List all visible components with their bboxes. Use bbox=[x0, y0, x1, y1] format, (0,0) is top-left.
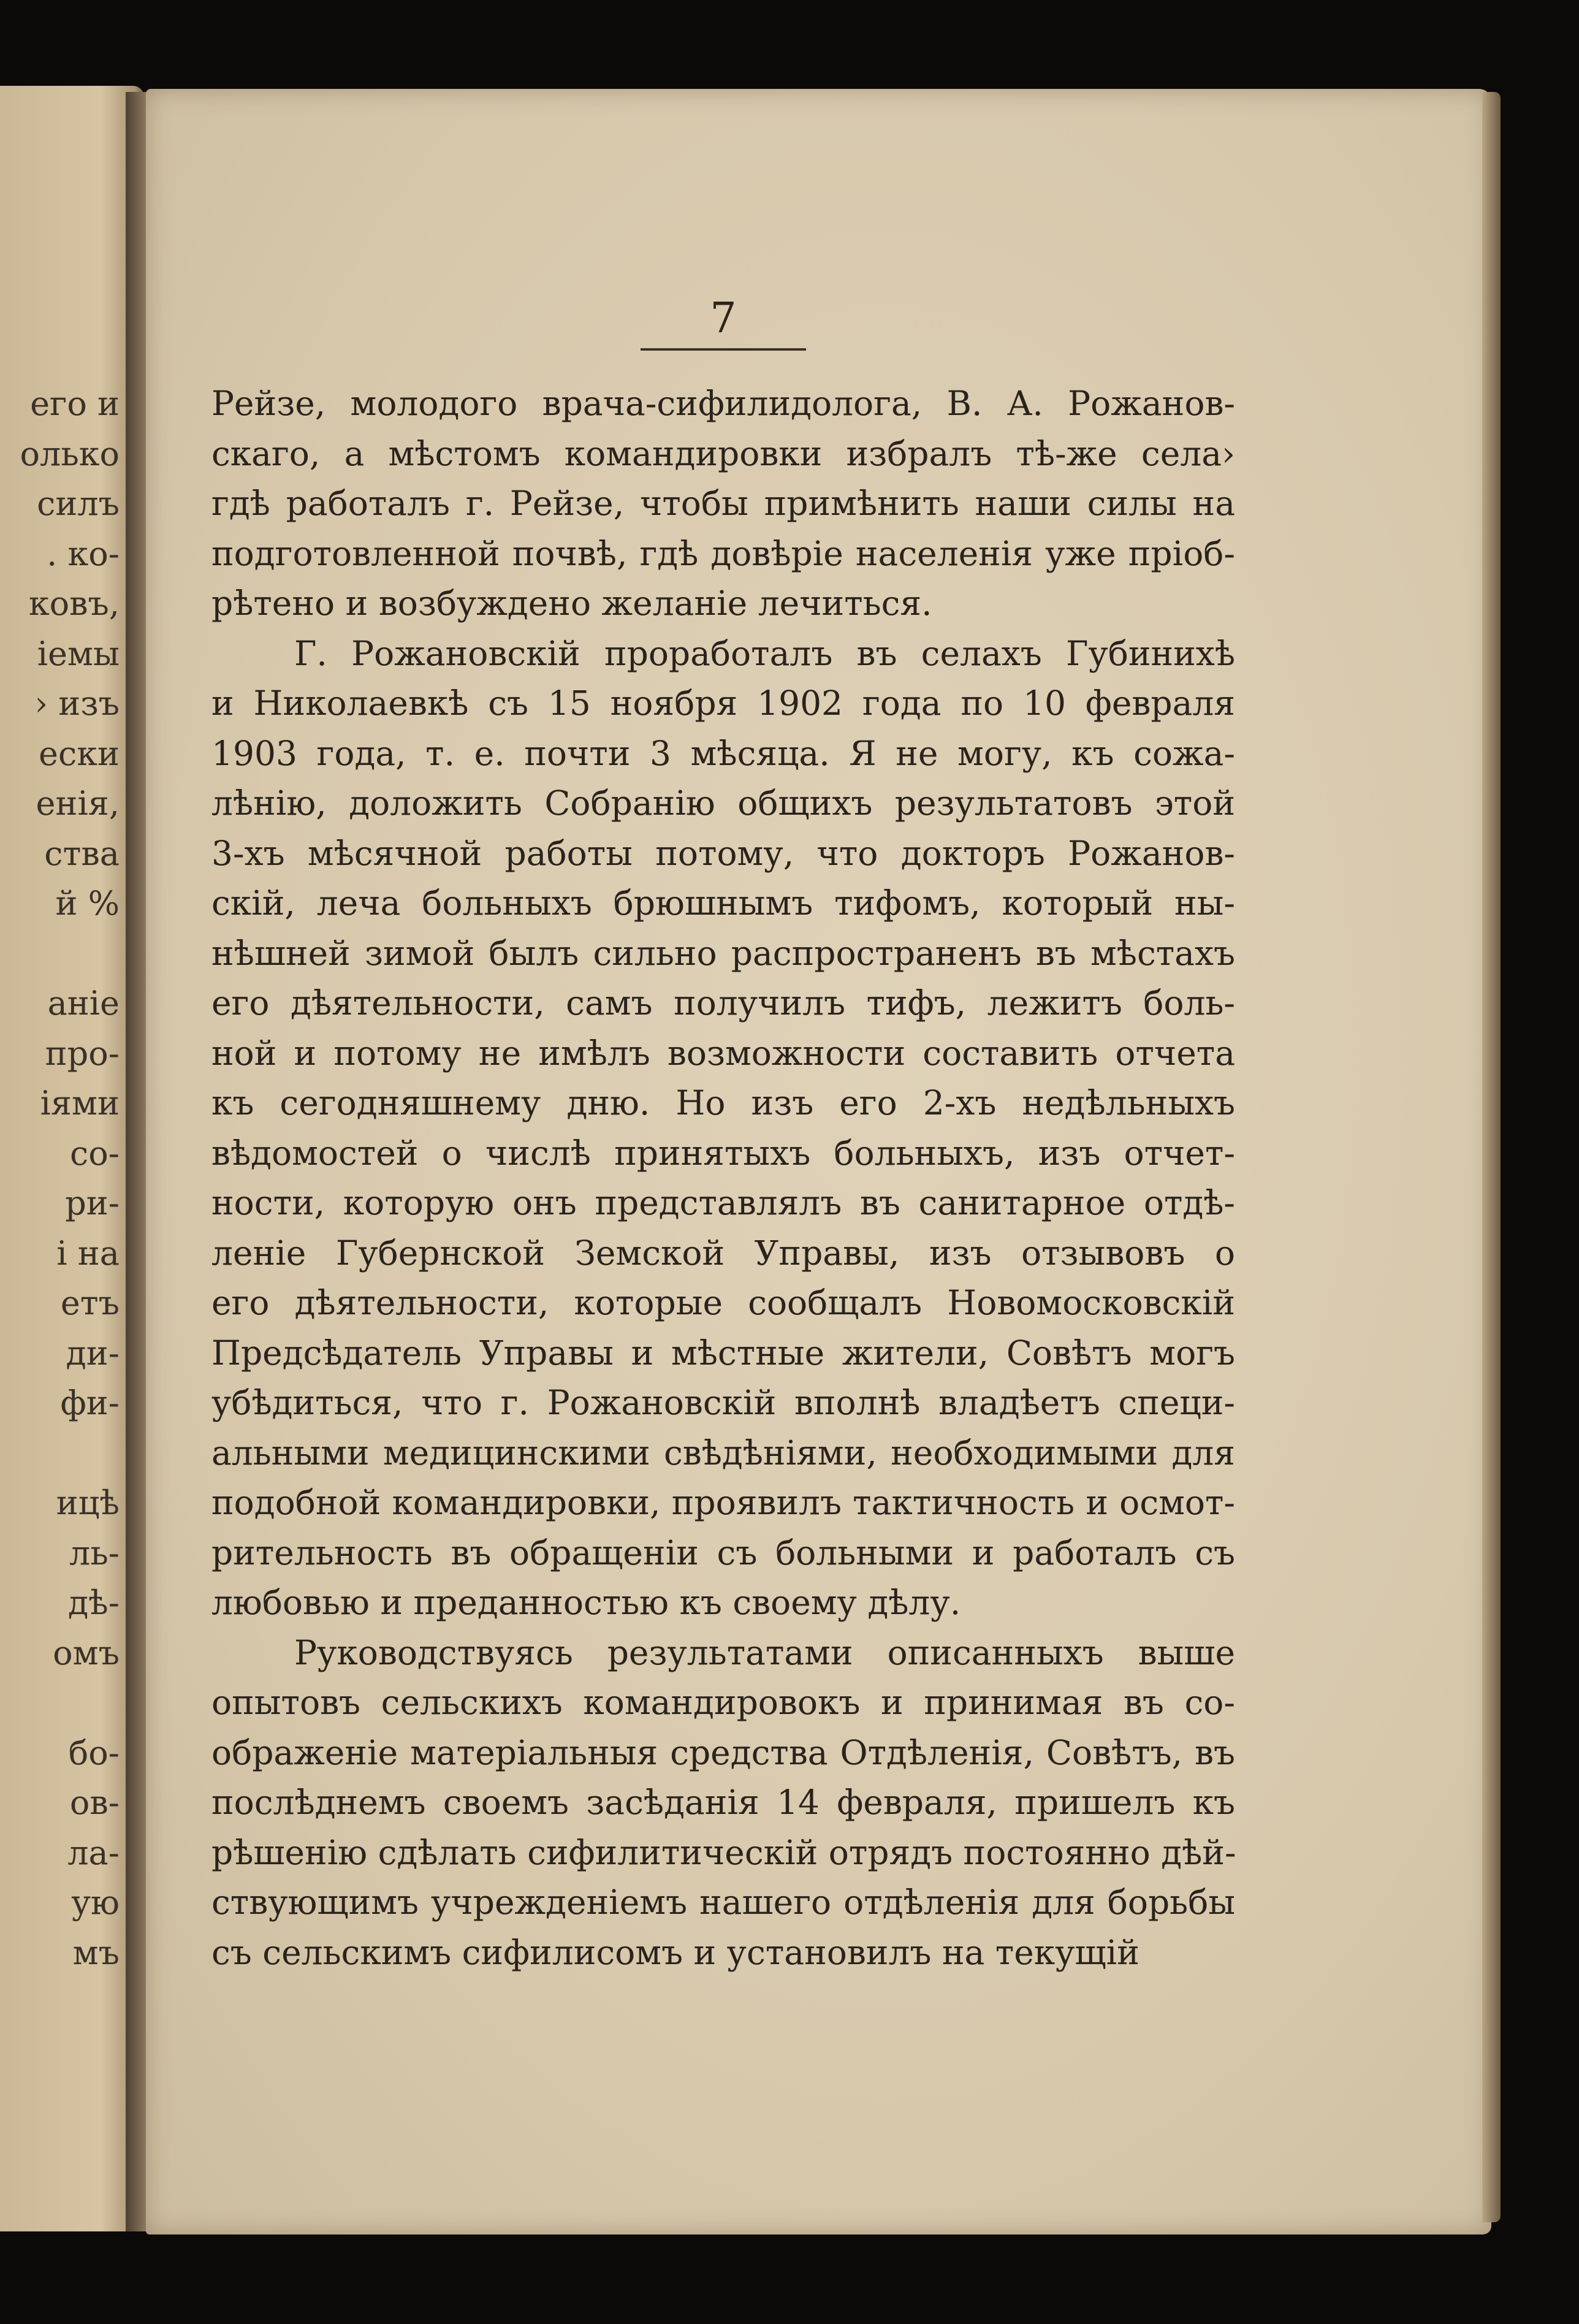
left-page-fragment: про- bbox=[45, 1034, 120, 1073]
text-line: скаго, а мѣстомъ командировки избралъ тѣ-же села› bbox=[211, 433, 1235, 473]
text-line: ствующимъ учрежденіемъ нашего отдѣленія для борьбы bbox=[211, 1883, 1235, 1922]
text-line: и Николаевкѣ съ 15 ноября 1902 года по 10 февраля bbox=[211, 684, 1235, 723]
left-page-fragment: бо- bbox=[68, 1733, 120, 1772]
text-line: рѣтено и возбуждено желаніе лечиться. bbox=[211, 584, 932, 623]
text-line: рѣшенію сдѣлать сифилитическій отрядъ постоянно дѣй- bbox=[211, 1832, 1236, 1872]
left-page-fragment: олько bbox=[20, 434, 120, 473]
text-line: подготовленной почвѣ, гдѣ довѣріе населенія уже пріоб- bbox=[211, 533, 1235, 573]
text-line: ной и потому не имѣлъ возможности составить отчета bbox=[211, 1033, 1235, 1073]
text-line: леніе Губернской Земской Управы, изъ отзывовъ о bbox=[211, 1233, 1235, 1273]
left-page-fragment: іями bbox=[40, 1084, 120, 1122]
left-page-fragment: ески bbox=[39, 734, 120, 773]
body-text bbox=[211, 379, 1235, 1978]
text-line: его дѣятельности, самъ получилъ тифъ, лежитъ боль- bbox=[211, 983, 1235, 1023]
text-line: нѣшней зимой былъ сильно распространенъ въ мѣстахъ bbox=[211, 933, 1235, 973]
text-line: Руководствуясь результатами описанныхъ выше bbox=[294, 1633, 1235, 1672]
left-page-fragment: . ко- bbox=[47, 534, 120, 573]
left-page-fragment: іемы bbox=[37, 634, 120, 673]
text-line: его дѣятельности, которые сообщалъ Новомосковскій bbox=[211, 1283, 1235, 1322]
text-line: 1903 года, т. е. почти 3 мѣсяца. Я не могу, къ сожа- bbox=[211, 733, 1235, 773]
text-line: вѣдомостей о числѣ принятыхъ больныхъ, изъ отчет- bbox=[211, 1133, 1235, 1173]
left-page-fragment: ую bbox=[71, 1883, 120, 1922]
page-edge bbox=[1482, 92, 1501, 2222]
text-line: рительность въ обращеніи съ больными и работалъ съ bbox=[211, 1533, 1235, 1572]
left-page-fragment: ства bbox=[44, 834, 120, 873]
left-page-fragment: ла- bbox=[67, 1833, 120, 1872]
text-line: Г. Рожановскій проработалъ въ селахъ Губинихѣ bbox=[294, 633, 1235, 673]
text-line: подобной командировки, проявилъ тактичность и осмот- bbox=[211, 1483, 1235, 1522]
text-line: къ сегодняшнему дню. Но изъ его 2-хъ недѣльныхъ bbox=[211, 1083, 1235, 1122]
page-number: 7 bbox=[710, 294, 737, 343]
text-line: опытовъ сельскихъ командировокъ и принимая въ со- bbox=[211, 1683, 1235, 1722]
left-page-fragment: ди- bbox=[66, 1333, 120, 1373]
left-page-fragment: дѣ- bbox=[67, 1583, 120, 1622]
left-page-fragment: мъ bbox=[72, 1933, 120, 1972]
left-page-fragment: ов- bbox=[69, 1783, 120, 1822]
text-line: съ сельскимъ сифилисомъ и установилъ на текущій bbox=[211, 1932, 1140, 1972]
text-line: убѣдиться, что г. Рожановскій вполнѣ владѣетъ специ- bbox=[211, 1383, 1235, 1422]
text-line: Рейзе, молодого врача-сифилидолога, В. А. Рожанов- bbox=[211, 384, 1235, 423]
text-line: Предсѣдатель Управы и мѣстные жители, Совѣтъ могъ bbox=[211, 1333, 1235, 1373]
left-page-fragment: етъ bbox=[60, 1284, 120, 1322]
left-page-fragment: силъ bbox=[37, 484, 120, 523]
left-page-fragment: его и bbox=[30, 384, 120, 423]
left-page-fragment: ри- bbox=[65, 1184, 120, 1222]
text-line: скій, леча больныхъ брюшнымъ тифомъ, который ны- bbox=[211, 883, 1235, 923]
text-line: послѣднемъ своемъ засѣданія 14 февраля, пришелъ къ bbox=[211, 1783, 1235, 1822]
text-line: ображеніе матеріальныя средства Отдѣленія, Совѣтъ, въ bbox=[211, 1732, 1235, 1772]
left-page-fragment: енія, bbox=[36, 784, 120, 823]
left-page-fragment: аніе bbox=[47, 984, 120, 1023]
left-page bbox=[0, 86, 144, 2231]
left-page-fragment: со- bbox=[70, 1133, 120, 1173]
left-page-fragment: й % bbox=[55, 884, 120, 923]
left-page-fragment: фи- bbox=[60, 1384, 120, 1422]
text-line: 3-хъ мѣсячной работы потому, что докторъ Рожанов- bbox=[211, 833, 1235, 873]
text-line: альными медицинскими свѣдѣніями, необходимыми для bbox=[211, 1433, 1235, 1473]
left-page-fragment: ковъ, bbox=[28, 584, 120, 623]
text-line: ности, которую онъ представлялъ въ санитарное отдѣ- bbox=[211, 1183, 1235, 1222]
left-page-fragment: › изъ bbox=[34, 684, 120, 723]
text-line: гдѣ работалъ г. Рейзе, чтобы примѣнить наши силы на bbox=[211, 484, 1235, 523]
left-page-fragment: ль- bbox=[69, 1533, 120, 1572]
left-page-fragment: ицѣ bbox=[56, 1484, 120, 1522]
text-line: лѣнію, доложить Собранію общихъ результатовъ этой bbox=[211, 783, 1235, 823]
text-line: любовью и преданностью къ своему дѣлу. bbox=[211, 1583, 961, 1622]
left-page-fragment: і на bbox=[56, 1233, 120, 1273]
left-page-fragment: омъ bbox=[53, 1633, 120, 1672]
page-number-rule bbox=[641, 348, 806, 351]
